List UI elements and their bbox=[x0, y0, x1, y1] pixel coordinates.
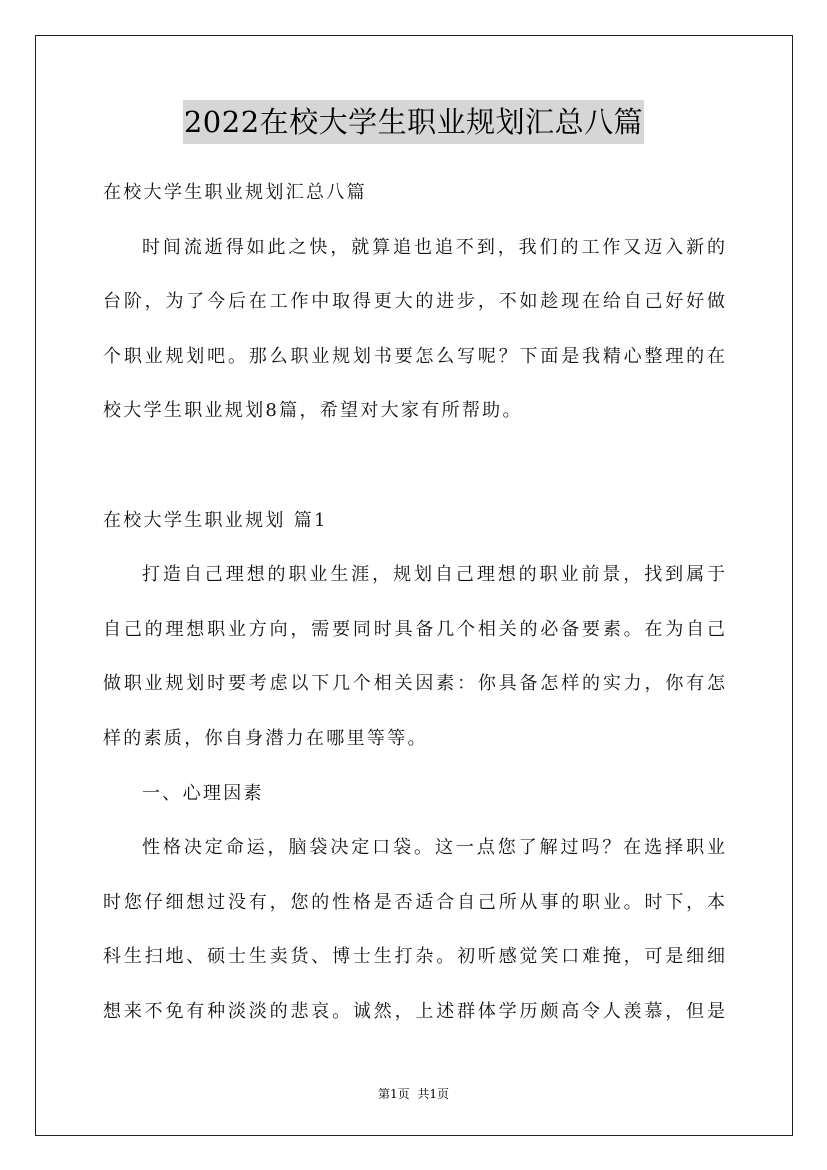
paragraph-line: 个职业规划吧。那么职业规划书要怎么写呢？下面是我精心整理的在 bbox=[103, 345, 725, 367]
paragraph-line: 打造自己理想的职业生涯，规划自己理想的职业前景，找到属于 bbox=[142, 564, 725, 586]
document-title: 2022在校大学生职业规划汇总八篇 bbox=[183, 100, 644, 144]
paragraph-line: 样的素质，你自身潜力在哪里等等。 bbox=[103, 727, 428, 749]
page-total: 共1页 bbox=[417, 1087, 450, 1101]
page-footer bbox=[0, 1085, 827, 1102]
section-heading: 在校大学生职业规划 篇1 bbox=[103, 509, 328, 531]
paragraph-line: 时您仔细想过没有，您的性格是否适合自己所从事的职业。时下，本 bbox=[103, 891, 725, 913]
subsection-heading: 一、心理因素 bbox=[142, 782, 264, 804]
paragraph-line: 想来不免有种淡淡的悲哀。诚然，上述群体学历颇高令人羡慕，但是 bbox=[103, 1000, 725, 1022]
paragraph-line: 做职业规划时要考虑以下几个相关因素：你具备怎样的实力，你有怎 bbox=[103, 673, 725, 695]
document-body bbox=[103, 166, 725, 1040]
subtitle-line: 在校大学生职业规划汇总八篇 bbox=[103, 182, 367, 203]
page-number: 第1页 bbox=[377, 1087, 410, 1101]
paragraph-line: 性格决定命运，脑袋决定口袋。这一点您了解过吗？在选择职业 bbox=[142, 837, 725, 859]
paragraph-line: 科生扫地、硕士生卖货、博士生打杂。初听感觉笑口难掩，可是细细 bbox=[103, 946, 725, 968]
blank-line bbox=[103, 439, 725, 494]
title-container bbox=[0, 100, 827, 144]
paragraph-line: 时间流逝得如此之快，就算追也追不到，我们的工作又迈入新的 bbox=[142, 236, 725, 258]
paragraph-line: 自己的理想职业方向，需要同时具备几个相关的必备要素。在为自己 bbox=[103, 618, 725, 640]
paragraph-line: 校大学生职业规划8篇，希望对大家有所帮助。 bbox=[103, 400, 523, 422]
paragraph-line: 台阶，为了今后在工作中取得更大的进步，不如趁现在给自己好好做 bbox=[103, 291, 725, 313]
